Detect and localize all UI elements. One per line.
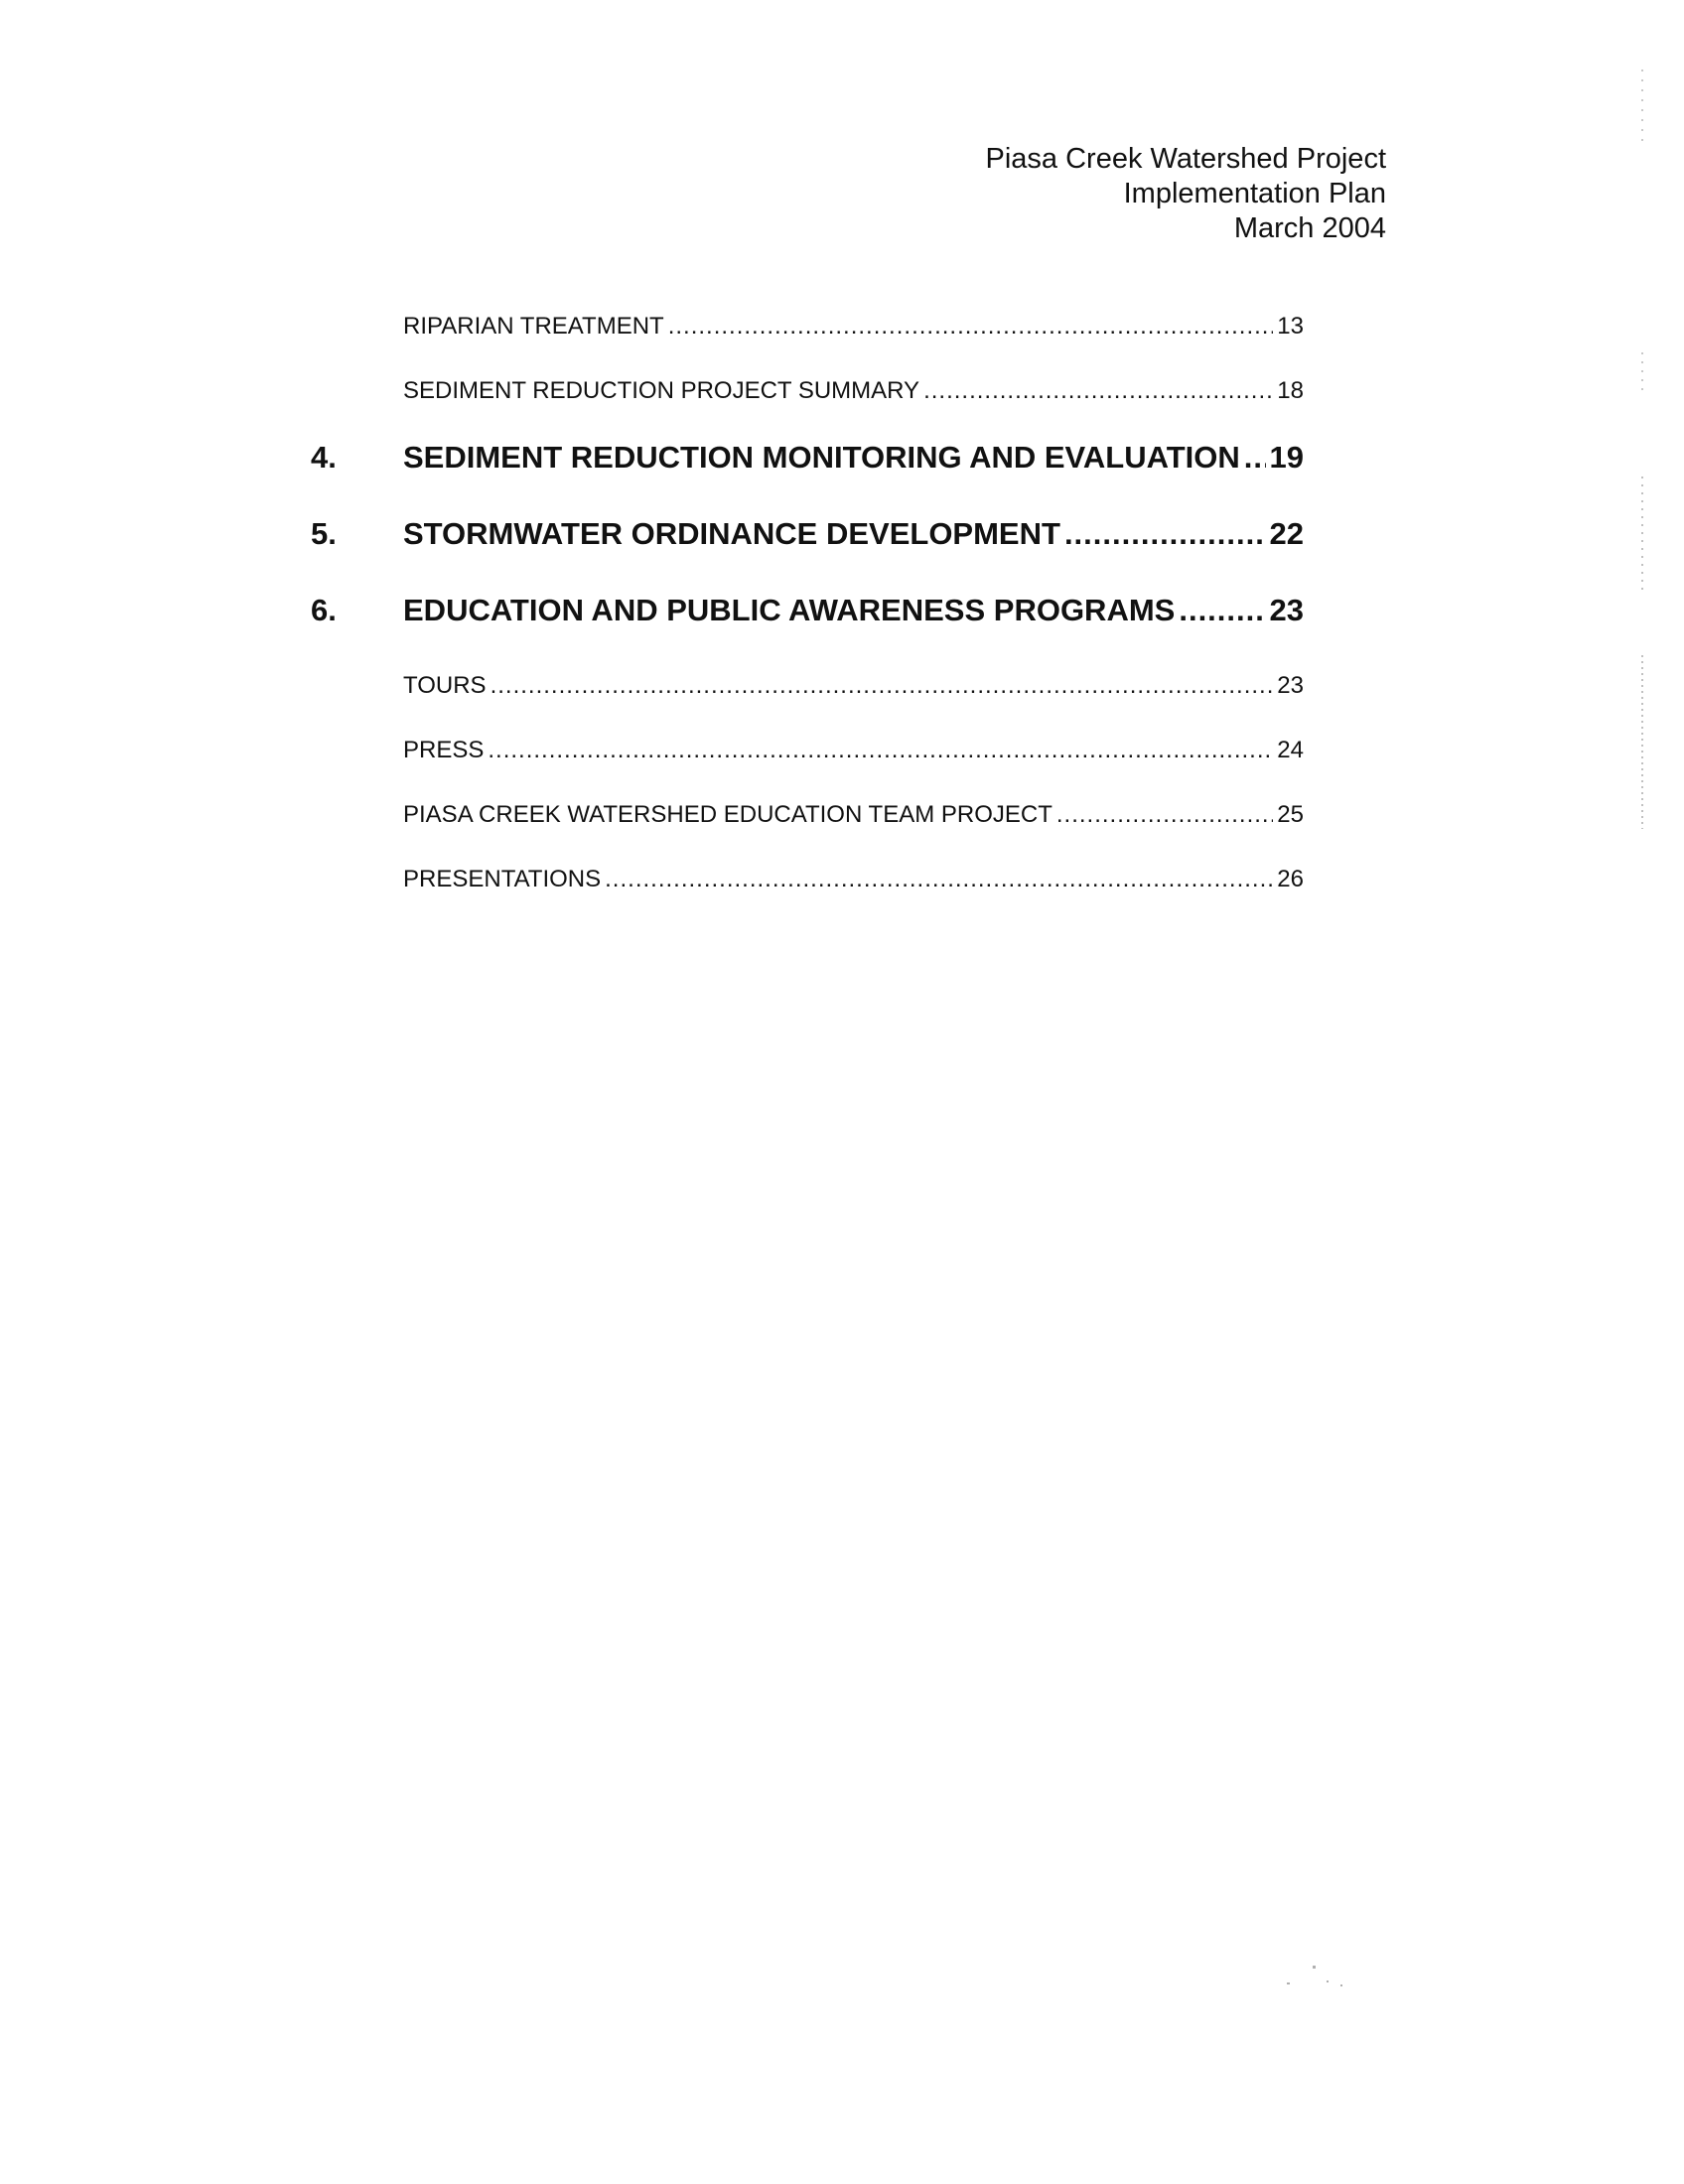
toc-entry-title: TOURS: [403, 672, 487, 699]
toc-entry-title: RIPARIAN TREATMENT: [403, 313, 664, 340]
toc-dot-leader: [488, 737, 1273, 764]
toc-entry-sediment-reduction-summary[interactable]: [403, 377, 1304, 405]
toc-dot-leader: [491, 672, 1274, 700]
scan-artifact: [1641, 477, 1643, 596]
toc-dot-leader: [923, 377, 1273, 405]
scan-artifact: [1313, 1966, 1316, 1969]
toc-entry-page: 13: [1277, 313, 1304, 340]
toc-entry-presentations[interactable]: [403, 866, 1304, 893]
toc-entry-section-6[interactable]: [311, 593, 1304, 628]
toc-entry-page: 23: [1269, 593, 1304, 627]
toc-entry-title: STORMWATER ORDINANCE DEVELOPMENT: [403, 516, 1060, 551]
toc-entry-title: SEDIMENT REDUCTION PROJECT SUMMARY: [403, 377, 920, 404]
toc-dot-leader: [1056, 801, 1273, 829]
toc-entry-riparian-treatment[interactable]: [403, 313, 1304, 341]
toc-entry-section-4[interactable]: [311, 440, 1304, 476]
toc-entry-title: EDUCATION AND PUBLIC AWARENESS PROGRAMS: [403, 593, 1176, 627]
toc-dot-leader: [605, 866, 1273, 893]
toc-entry-number: 5.: [311, 516, 337, 551]
scan-artifact: [1340, 1984, 1342, 1986]
toc-dot-leader: [1179, 593, 1265, 628]
toc-entry-title: PIASA CREEK WATERSHED EDUCATION TEAM PROJECT: [403, 801, 1052, 828]
toc-entry-page: 25: [1277, 801, 1304, 828]
scan-artifact: [1641, 69, 1643, 149]
header-document-title: Implementation Plan: [1123, 178, 1386, 209]
toc-dot-leader: [668, 313, 1274, 341]
scan-artifact: [1287, 1982, 1290, 1984]
toc-entry-page: 22: [1269, 516, 1304, 551]
toc-entry-education-team-project[interactable]: [403, 801, 1304, 829]
header-date: March 2004: [1233, 212, 1386, 244]
toc-entry-number: 4.: [311, 440, 337, 475]
toc-entry-page: 19: [1269, 440, 1304, 475]
toc-entry-page: 24: [1277, 737, 1304, 763]
toc-entry-title: SEDIMENT REDUCTION MONITORING AND EVALUATION: [403, 440, 1240, 475]
toc-dot-leader: [1244, 440, 1266, 476]
toc-entry-page: 18: [1277, 377, 1304, 404]
scan-artifact: [1327, 1980, 1329, 1982]
scan-artifact: [1641, 655, 1643, 829]
toc-entry-tours[interactable]: [403, 672, 1304, 700]
toc-entry-section-5[interactable]: [311, 516, 1304, 552]
toc-entry-page: 23: [1277, 672, 1304, 699]
toc-entry-number: 6.: [311, 593, 337, 627]
toc-entry-press[interactable]: [403, 737, 1304, 764]
toc-entry-title: PRESS: [403, 737, 485, 763]
header-project-title: Piasa Creek Watershed Project: [985, 143, 1386, 175]
toc-entry-title: PRESENTATIONS: [403, 866, 602, 892]
scan-artifact: [1641, 352, 1643, 397]
toc-entry-page: 26: [1277, 866, 1304, 892]
toc-dot-leader: [1064, 516, 1266, 552]
